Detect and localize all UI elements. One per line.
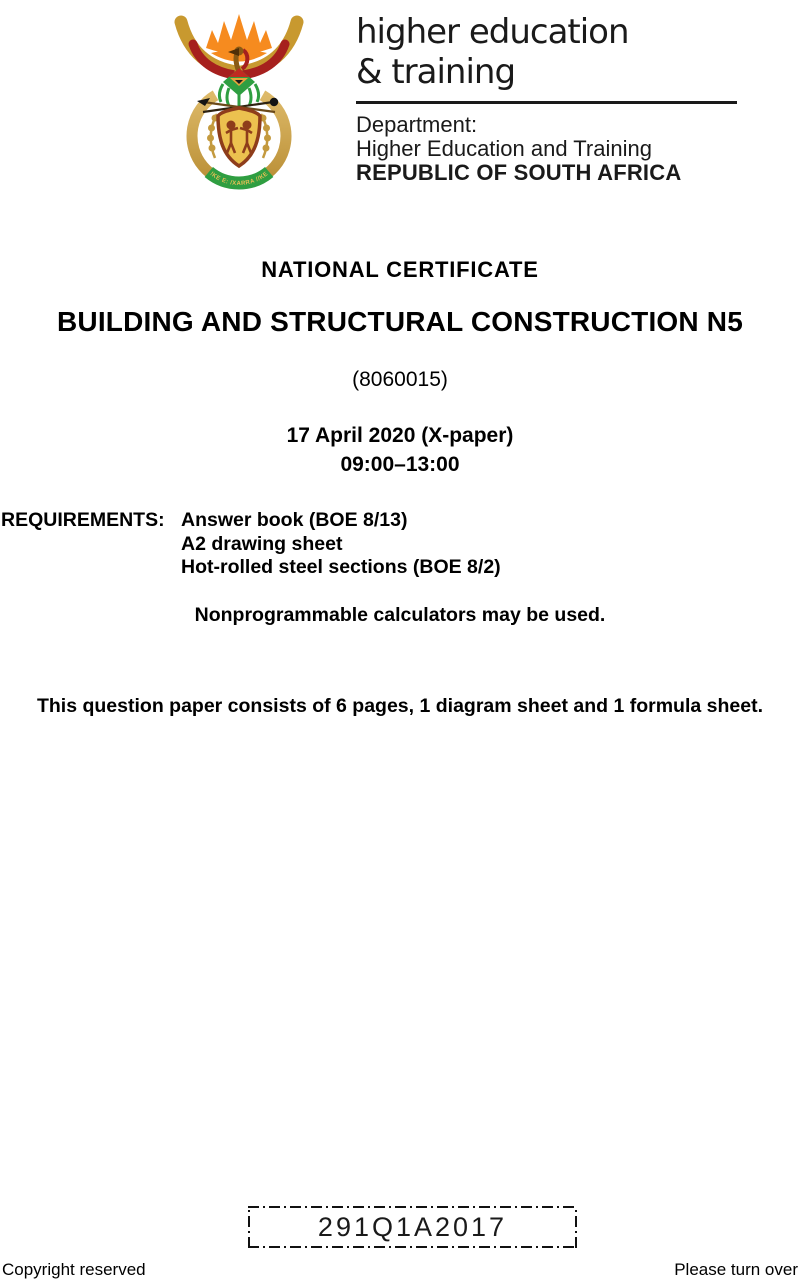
turn-over-note: Please turn over [674,1260,798,1279]
pages-note: This question paper consists of 6 pages, 1 diagram sheet and 1 formula sheet. [36,695,764,717]
copyright-note: Copyright reserved [2,1260,146,1279]
requirements-list [181,509,501,580]
south-african-coat-of-arms-icon [167,6,312,209]
department-name: Higher Education and Training [356,136,652,161]
department-masthead [356,12,776,185]
exam-time: 09:00–13:00 [340,453,460,476]
exam-number: 291Q1A2017 [317,1211,508,1242]
exam-number-box [248,1206,577,1248]
calculator-note: Nonprogrammable calculators may be used. [194,604,606,626]
requirement-item: Hot-rolled steel sections (BOE 8/2) [181,556,501,578]
certificate-heading: NATIONAL CERTIFICATE [261,257,539,282]
requirement-item: Answer book (BOE 8/13) [181,509,408,531]
brand-line-1: higher education [356,12,629,52]
subject-code: (8060015) [352,368,448,391]
requirements-label: REQUIREMENTS: [1,509,165,531]
emblem-motto: !KE E: /XARRA //KE [208,171,270,188]
masthead-divider [356,101,737,104]
exam-date: 17 April 2020 (X-paper) [286,424,514,447]
country-name: REPUBLIC OF SOUTH AFRICA [356,160,682,185]
requirement-item: A2 drawing sheet [181,532,343,555]
paper-title: BUILDING AND STRUCTURAL CONSTRUCTION N5 [56,306,743,337]
department-label: Department: [356,112,478,137]
brand-line-2: & training [356,52,516,92]
